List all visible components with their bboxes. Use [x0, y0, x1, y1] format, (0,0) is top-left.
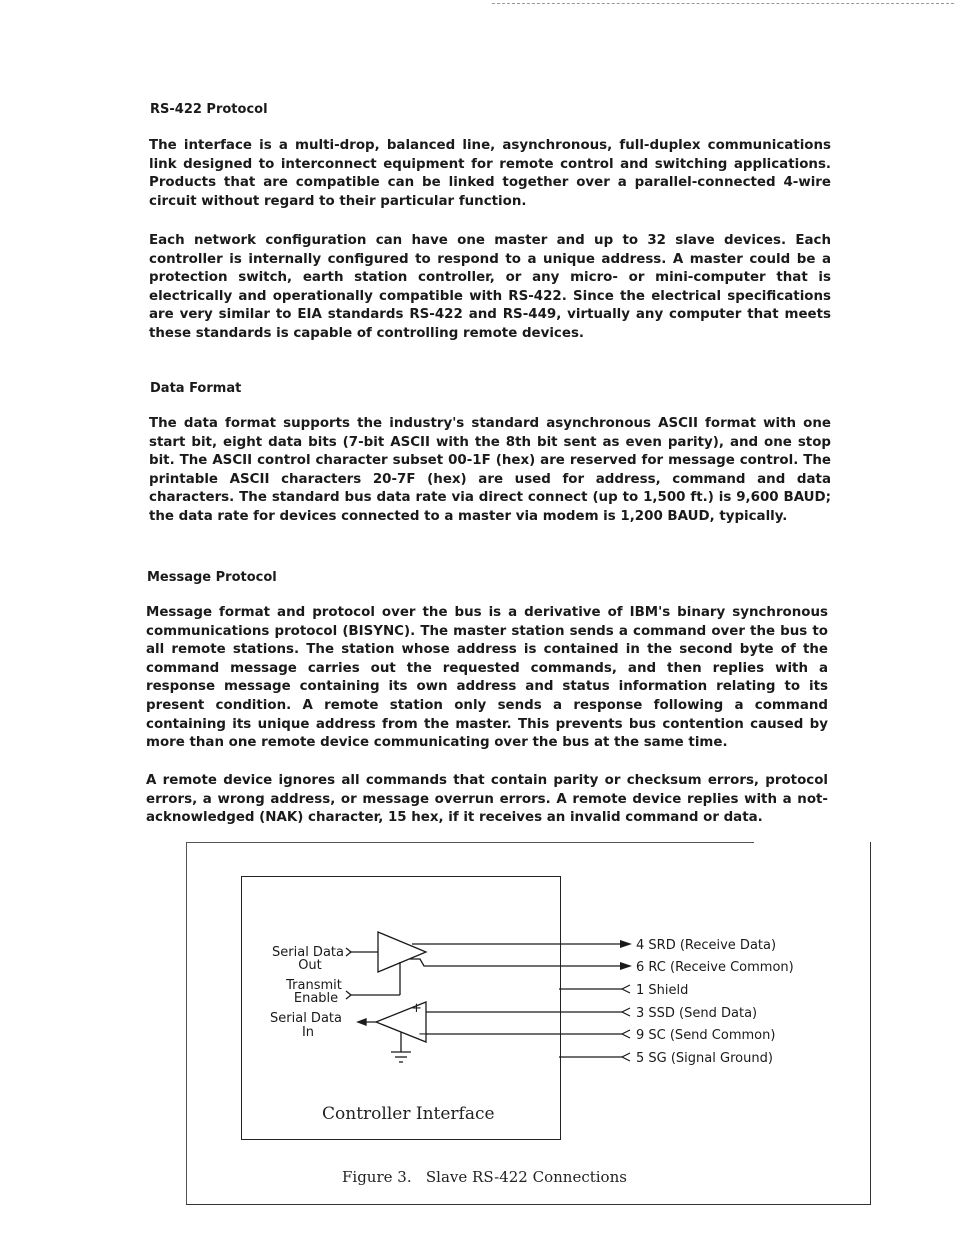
controller-interface-label: Controller Interface — [322, 1104, 495, 1124]
serial-data-out-label-2: Out — [298, 958, 322, 973]
pin-6-rc: 6 RC (Receive Common) — [636, 960, 794, 975]
pin-5-sg: 5 SG (Signal Ground) — [636, 1051, 773, 1066]
plus-sign: + — [411, 1001, 422, 1016]
paragraph: A remote device ignores all commands that contain parity or checksum errors, protocol errors, a wrong address, or message overrun errors. A remote device replies with a not-acknowledged (NAK) character, 15 hex, if it receives an invalid command or data. — [146, 773, 828, 826]
rs422-schematic — [186, 842, 870, 1204]
minus-sign: − — [418, 1027, 429, 1042]
paragraph: Message format and protocol over the bus is a derivative of IBM's binary synchronous communications protocol (BISYNC). The master station sends a command over the bus to all remote stations. The station whose address is contained in the second byte of the command message carries out the requested commands, and then replies with a response message containing its own address and status information relating to its present condition. A remote station only sends a response following a command containing its unique address from the master. This prevents bus contention caused by more than one remote device communicating over the bus at the same time. — [146, 605, 828, 751]
pin-4-srd: 4 SRD (Receive Data) — [636, 938, 777, 953]
serial-data-in-label-2: In — [301, 1025, 315, 1040]
figure-caption: Figure 3. Slave RS-422 Connections — [342, 1168, 627, 1186]
serial-data-in-label-1: Serial Data — [270, 1011, 342, 1026]
paragraph: The data format supports the industry's standard asynchronous ASCII format with one start bit, eight data bits (7-bit ASCII with the 8th bit sent as even parity), and one stop bit. The ASCII control character subset 00-1F (hex) are reserved for message control. The printable ASCII characters 20-7F (hex) are used for address, command and data characters. The standard bus data rate via direct connect (up to 1,500 ft.) is 9,600 BAUD; the data rate for devices connected to a master via modem is 1,200 BAUD, typically. — [149, 416, 831, 524]
section-heading-rs422: RS-422 Protocol — [150, 102, 268, 117]
top-rule — [492, 3, 954, 5]
serial-data-out-label-1: Serial Data — [272, 945, 344, 960]
figure-slave-rs422-connections — [186, 842, 871, 1205]
pin-9-sc: 9 SC (Send Common) — [636, 1028, 776, 1043]
transmit-enable-label-1: Transmit — [286, 978, 342, 993]
paragraph: The interface is a multi-drop, balanced line, asynchronous, full-duplex communications link designed to interconnect equipment for remote control and switching applications. Products that are compatible can be linked together over a parallel-connected 4-wire circuit without regard to their particular function. — [149, 138, 831, 209]
paragraph: Each network configuration can have one master and up to 32 slave devices. Each controller is internally configured to respond to a unique address. A master could be a protection switch, earth station controller, or any micro- or mini-computer that is electrically and operationally compatible with RS-422. Since the electrical specifications are very similar to EIA standards RS-422 and RS-449, virtually any computer that meets these standards is capable of controlling remote devices. — [149, 233, 831, 341]
section-heading-data-format: Data Format — [150, 381, 242, 396]
pin-3-ssd: 3 SSD (Send Data) — [636, 1006, 758, 1021]
pin-1-shield: 1 Shield — [636, 983, 689, 998]
transmit-enable-label-2: Enable — [293, 991, 339, 1006]
section-heading-message-protocol: Message Protocol — [147, 570, 277, 585]
